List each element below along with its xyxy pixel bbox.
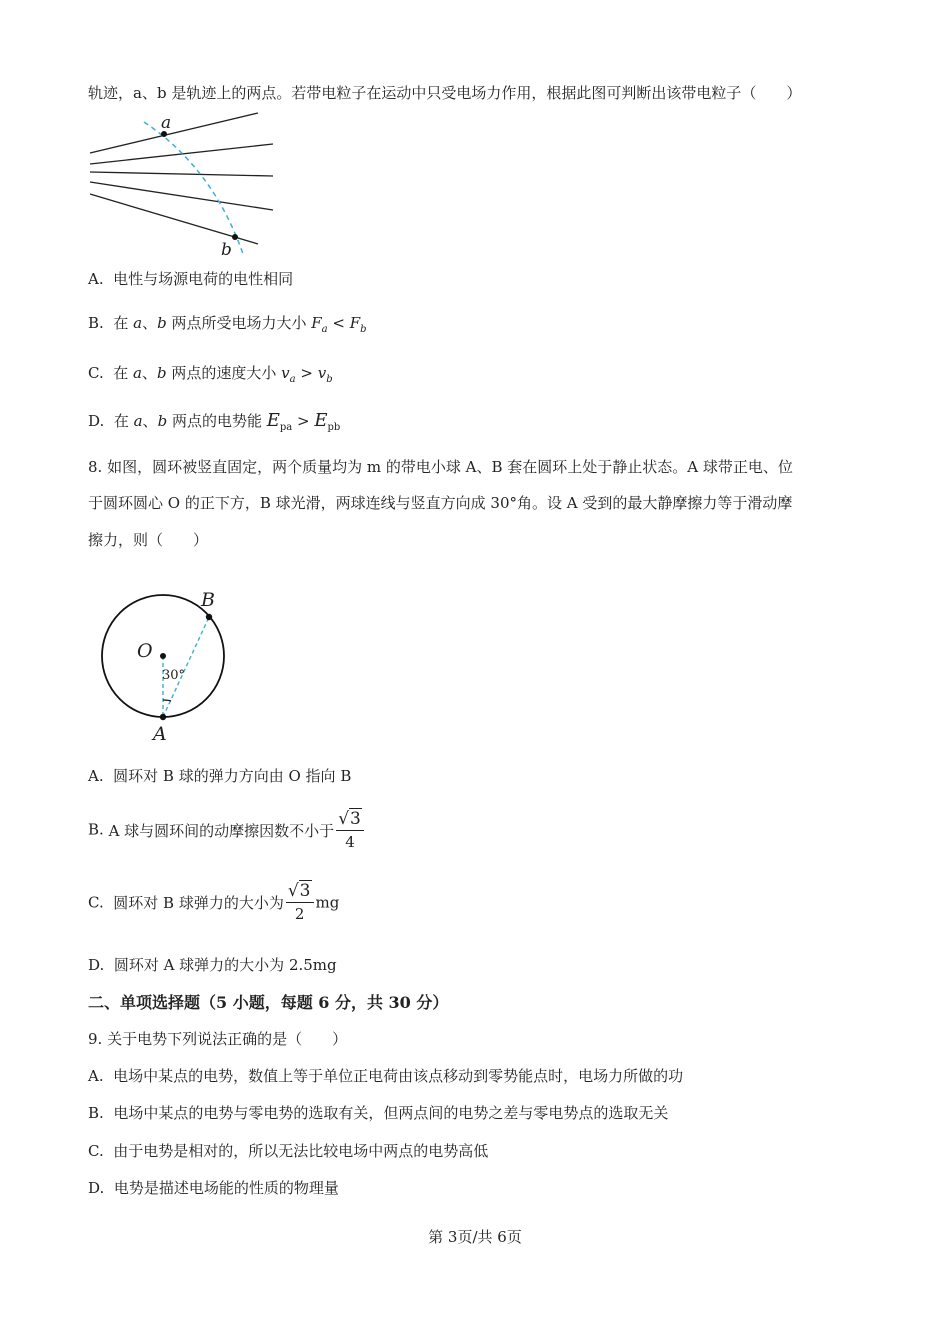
field-line-1 — [90, 113, 258, 153]
ball-b — [206, 614, 212, 620]
page-footer: 第 3页/共 6页 — [428, 1228, 522, 1246]
center-o — [160, 653, 166, 659]
label-o: O — [137, 640, 153, 662]
q7-option-c: C. 在 a、b 两点的速度大小 $v_a > v_b$ — [88, 364, 333, 385]
angle-arc — [163, 700, 171, 701]
label-a: a — [161, 113, 172, 133]
angle-label: 30° — [162, 668, 186, 683]
q9-option-c: C. 由于电势是相对的，所以无法比较电场中两点的电势高低 — [88, 1142, 489, 1160]
ball-a — [160, 714, 166, 720]
field-line-4 — [90, 182, 273, 210]
q7-option-d: D. 在 a、b 两点的电势能 $E_{pa} > E_{pb}$ — [88, 410, 341, 433]
q9-option-a: A. 电场中某点的电势，数值上等于单位正电荷由该点移动到零势能点时，电场力所做的功 — [88, 1067, 684, 1085]
q7-option-b: B. 在 a、b 两点所受电场力大小 $F_a < F_b$ — [88, 314, 367, 335]
q8-ring-figure — [92, 588, 252, 748]
particle-trajectory — [144, 122, 243, 254]
q8-stem-line-3: 擦力，则（ ） — [88, 531, 209, 549]
q9-option-b: B. 电场中某点的电势与零电势的选取有关，但两点间的电势之差与零电势点的选取无关 — [88, 1104, 669, 1122]
q7-field-figure — [88, 108, 288, 258]
label-big-b: B — [201, 589, 215, 611]
q8-option-c: C. 圆环对 B 球弹力的大小为 $\frac{√3}{2}$ mg — [88, 881, 340, 923]
section-2-title: 二、单项选择题（5 小题，每题 6 分，共 30 分） — [88, 993, 449, 1012]
q9-stem: 9. 关于电势下列说法正确的是（ ） — [88, 1030, 348, 1048]
q7-stem-tail: 轨迹，a、b 是轨迹上的两点。若带电粒子在运动中只受电场力作用，根据此图可判断出该带电粒子（ ） — [88, 84, 802, 102]
label-b: b — [221, 240, 232, 260]
q8-option-d: D. 圆环对 A 球弹力的大小为 2.5mg — [88, 956, 337, 974]
q8-option-b: B. A 球与圆环间的动摩擦因数不小于 $\frac{√3}{4}$ — [88, 808, 366, 853]
fraction-sqrt3-over-4: $\frac{√3}{4}$ — [336, 808, 364, 853]
label-big-a: A — [153, 723, 167, 745]
q9-option-d: D. 电势是描述电场能的性质的物理量 — [88, 1179, 339, 1197]
q8-stem-line-2: 于圆环圆心 O 的正下方，B 球光滑，两球连线与竖直方向成 30°角。设 A 受到的最大静摩擦力等于滑动摩 — [88, 494, 793, 512]
q8-option-a: A. 圆环对 B 球的弹力方向由 O 指向 B — [88, 767, 352, 785]
point-b — [232, 234, 238, 240]
q7-option-a: A. 电性与场源电荷的电性相同 — [88, 270, 294, 288]
q8-stem-line-1: 8. 如图，圆环被竖直固定，两个质量均为 m 的带电小球 A、B 套在圆环上处于静止状态。A 球带正电、位 — [88, 458, 793, 476]
field-line-3 — [90, 172, 273, 176]
fraction-sqrt3-over-2: $\frac{√3}{2}$ — [286, 880, 314, 925]
